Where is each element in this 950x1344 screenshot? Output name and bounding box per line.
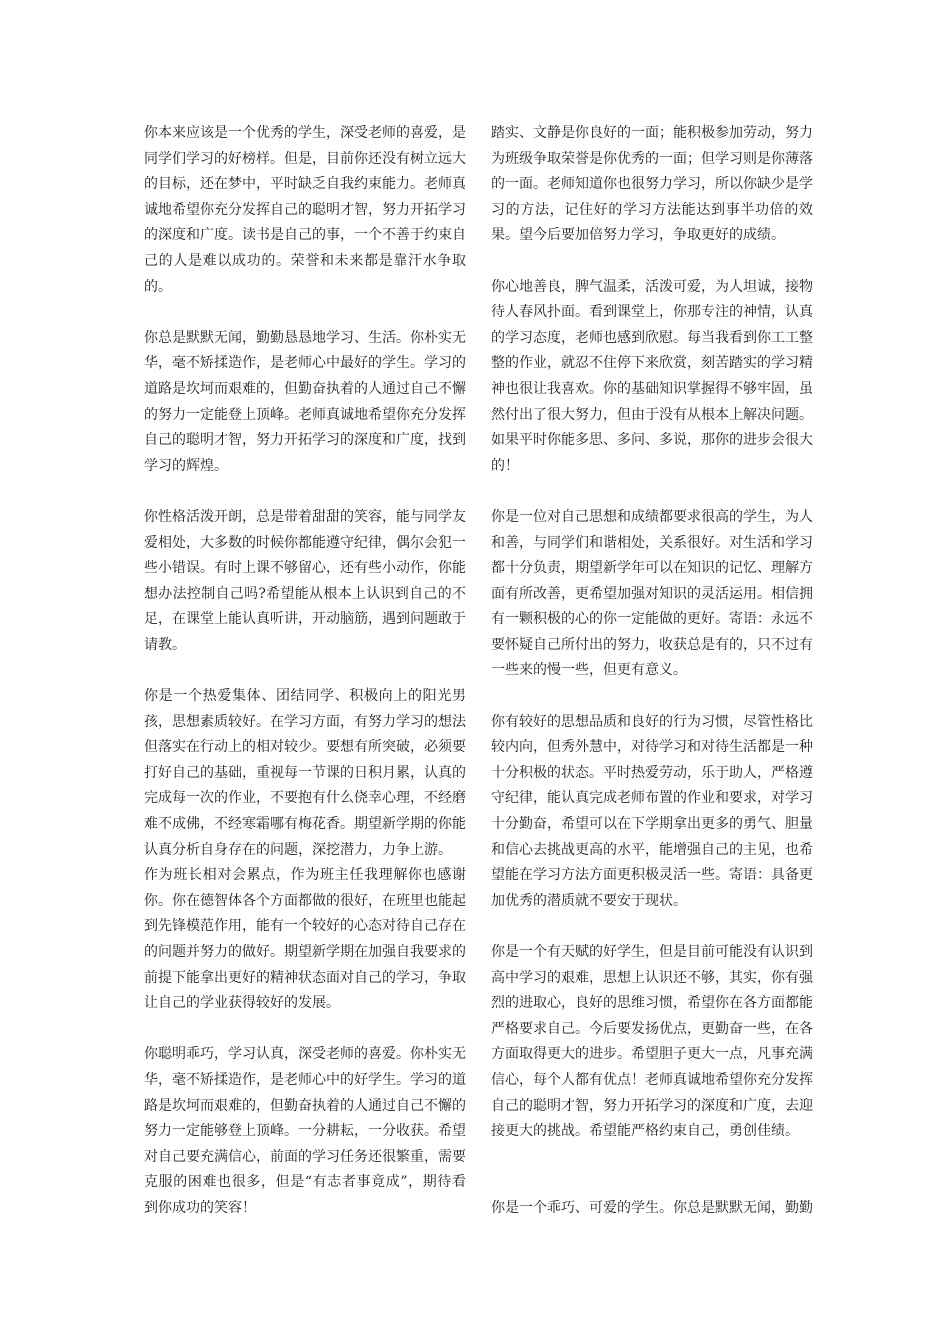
comment-paragraph: 你本来应该是一个优秀的学生，深受老师的喜爱，是同学们学习的好榜样。但是，目前你还没有树立远大的目标，还在梦中，平时缺乏自我约束能力。老师真诚地希望你充分发挥自己的聪明才智，努力开拓学习的深度和广度。读书是自己的事，一个不善于约束自己的人是难以成功的。荣誉和未来都是靠汗水争取的。 [144,125,466,295]
comment-paragraph: 你是一个热爱集体、团结同学、积极向上的阳光男孩，思想素质较好。在学习方面，有努力学习的想法但落实在行动上的相对较少。要想有所突破，必须要打好自己的基础，重视每一节课的日积月累，认真的完成每一次的作业，不要抱有什么侥幸心理，不经磨难不成佛，不经寒霜哪有梅花香。期望新学期的你能认真分析自身存在的问题，深挖潜力，力争上游。 [144,688,466,858]
comment-paragraph: 你是一个乖巧、可爱的学生。你总是默默无闻，勤勤 [491,1199,813,1216]
comment-paragraph: 踏实、文静是你良好的一面；能积极参加劳动，努力为班级争取荣誉是你优秀的一面；但学习则是你薄落的一面。老师知道你也很努力学习，所以你缺少是学习的方法，记住好的学习方法能达到事半功倍的效果。望今后要加倍努力学习，争取更好的成绩。 [491,125,813,244]
left-column [144,121,466,1222]
comment-paragraph: 你有较好的思想品质和良好的行为习惯，尽管性格比较内向，但秀外慧中，对待学习和对待生活都是一种十分积极的状态。平时热爱劳动，乐于助人，严格遵守纪律，能认真完成老师布置的作业和要求，对学习十分勤奋，希望可以在下学期拿出更多的勇气、胆量和信心去挑战更高的水平，能增强自己的主见，也希望能在学习方法方面更积极灵活一些。寄语：具备更加优秀的潜质就不要安于现状。 [491,713,813,909]
right-column [491,121,813,1222]
comment-paragraph: 你是一个有天赋的好学生，但是目前可能没有认识到高中学习的艰难，思想上认识还不够，其实，你有强烈的进取心，良好的思维习惯，希望你在各方面都能严格要求自己。今后要发扬优点，更勤奋一些，在各方面取得更大的进步。希望胆子更大一点，凡事充满信心，每个人都有优点！老师真诚地希望你充分发挥自己的聪明才智，努力开拓学习的深度和广度，去迎接更大的挑战。希望能严格约束自己，勇创佳绩。 [491,944,813,1140]
comment-paragraph: 你聪明乖巧，学习认真，深受老师的喜爱。你朴实无华，毫不矫揉造作，是老师心中的好学生。学习的道路是坎坷而艰难的，但勤奋执着的人通过自己不懈的努力一定能够登上顶峰。一分耕耘，一分收获。希望对自己要充满信心，前面的学习任务还很繁重，需要克服的困难也很多，但是“有志者事竟成”，期待看到你成功的笑容！ [144,1046,466,1216]
comment-paragraph: 你性格活泼开朗，总是带着甜甜的笑容，能与同学友爱相处，大多数的时候你都能遵守纪律，偶尔会犯一些小错误。有时上课不够留心，还有些小动作，你能想办法控制自己吗?希望能从根本上认识到自己的不足，在课堂上能认真听讲，开动脑筋，遇到问题敢于请教。 [144,508,466,653]
comment-paragraph: 你总是默默无闻，勤勤恳恳地学习、生活。你朴实无华，毫不矫揉造作，是老师心中最好的学生。学习的道路是坎坷而艰难的，但勤奋执着的人通过自己不懈的努力一定能登上顶峰。老师真诚地希望你充分发挥自己的聪明才智，努力开拓学习的深度和广度，找到学习的辉煌。 [144,329,466,474]
comment-paragraph: 你心地善良，脾气温柔，活泼可爱，为人坦诚，接物待人春风扑面。看到课堂上，你那专注的神情，认真的学习态度，老师也感到欣慰。每当我看到你工工整整的作业，就忍不住停下来欣赏，刻苦踏实的学习精神也很让我喜欢。你的基础知识掌握得不够牢固，虽然付出了很大努力，但由于没有从根本上解决问题。如果平时你能多思、多问、多说，那你的进步会很大的！ [491,278,813,474]
comment-paragraph: 作为班长相对会累点，作为班主任我理解你也感谢你。你在德智体各个方面都做的很好，在班里也能起到先锋模范作用，能有一个较好的心态对待自己存在的问题并努力的做好。期望新学期在加强自我要求的前提下能拿出更好的精神状态面对自己的学习，争取让自己的学业获得较好的发展。 [144,867,466,1012]
comment-paragraph: 你是一位对自己思想和成绩都要求很高的学生，为人和善，与同学们和谐相处，关系很好。对生活和学习都十分负责，期望新学年可以在知识的记忆、理解方面有所改善，更希望加强对知识的灵活运用。相信拥有一颗积极的心的你一定能做的更好。寄语：永远不要怀疑自己所付出的努力，收获总是有的，只不过有一些来的慢一些，但更有意义。 [491,508,813,679]
